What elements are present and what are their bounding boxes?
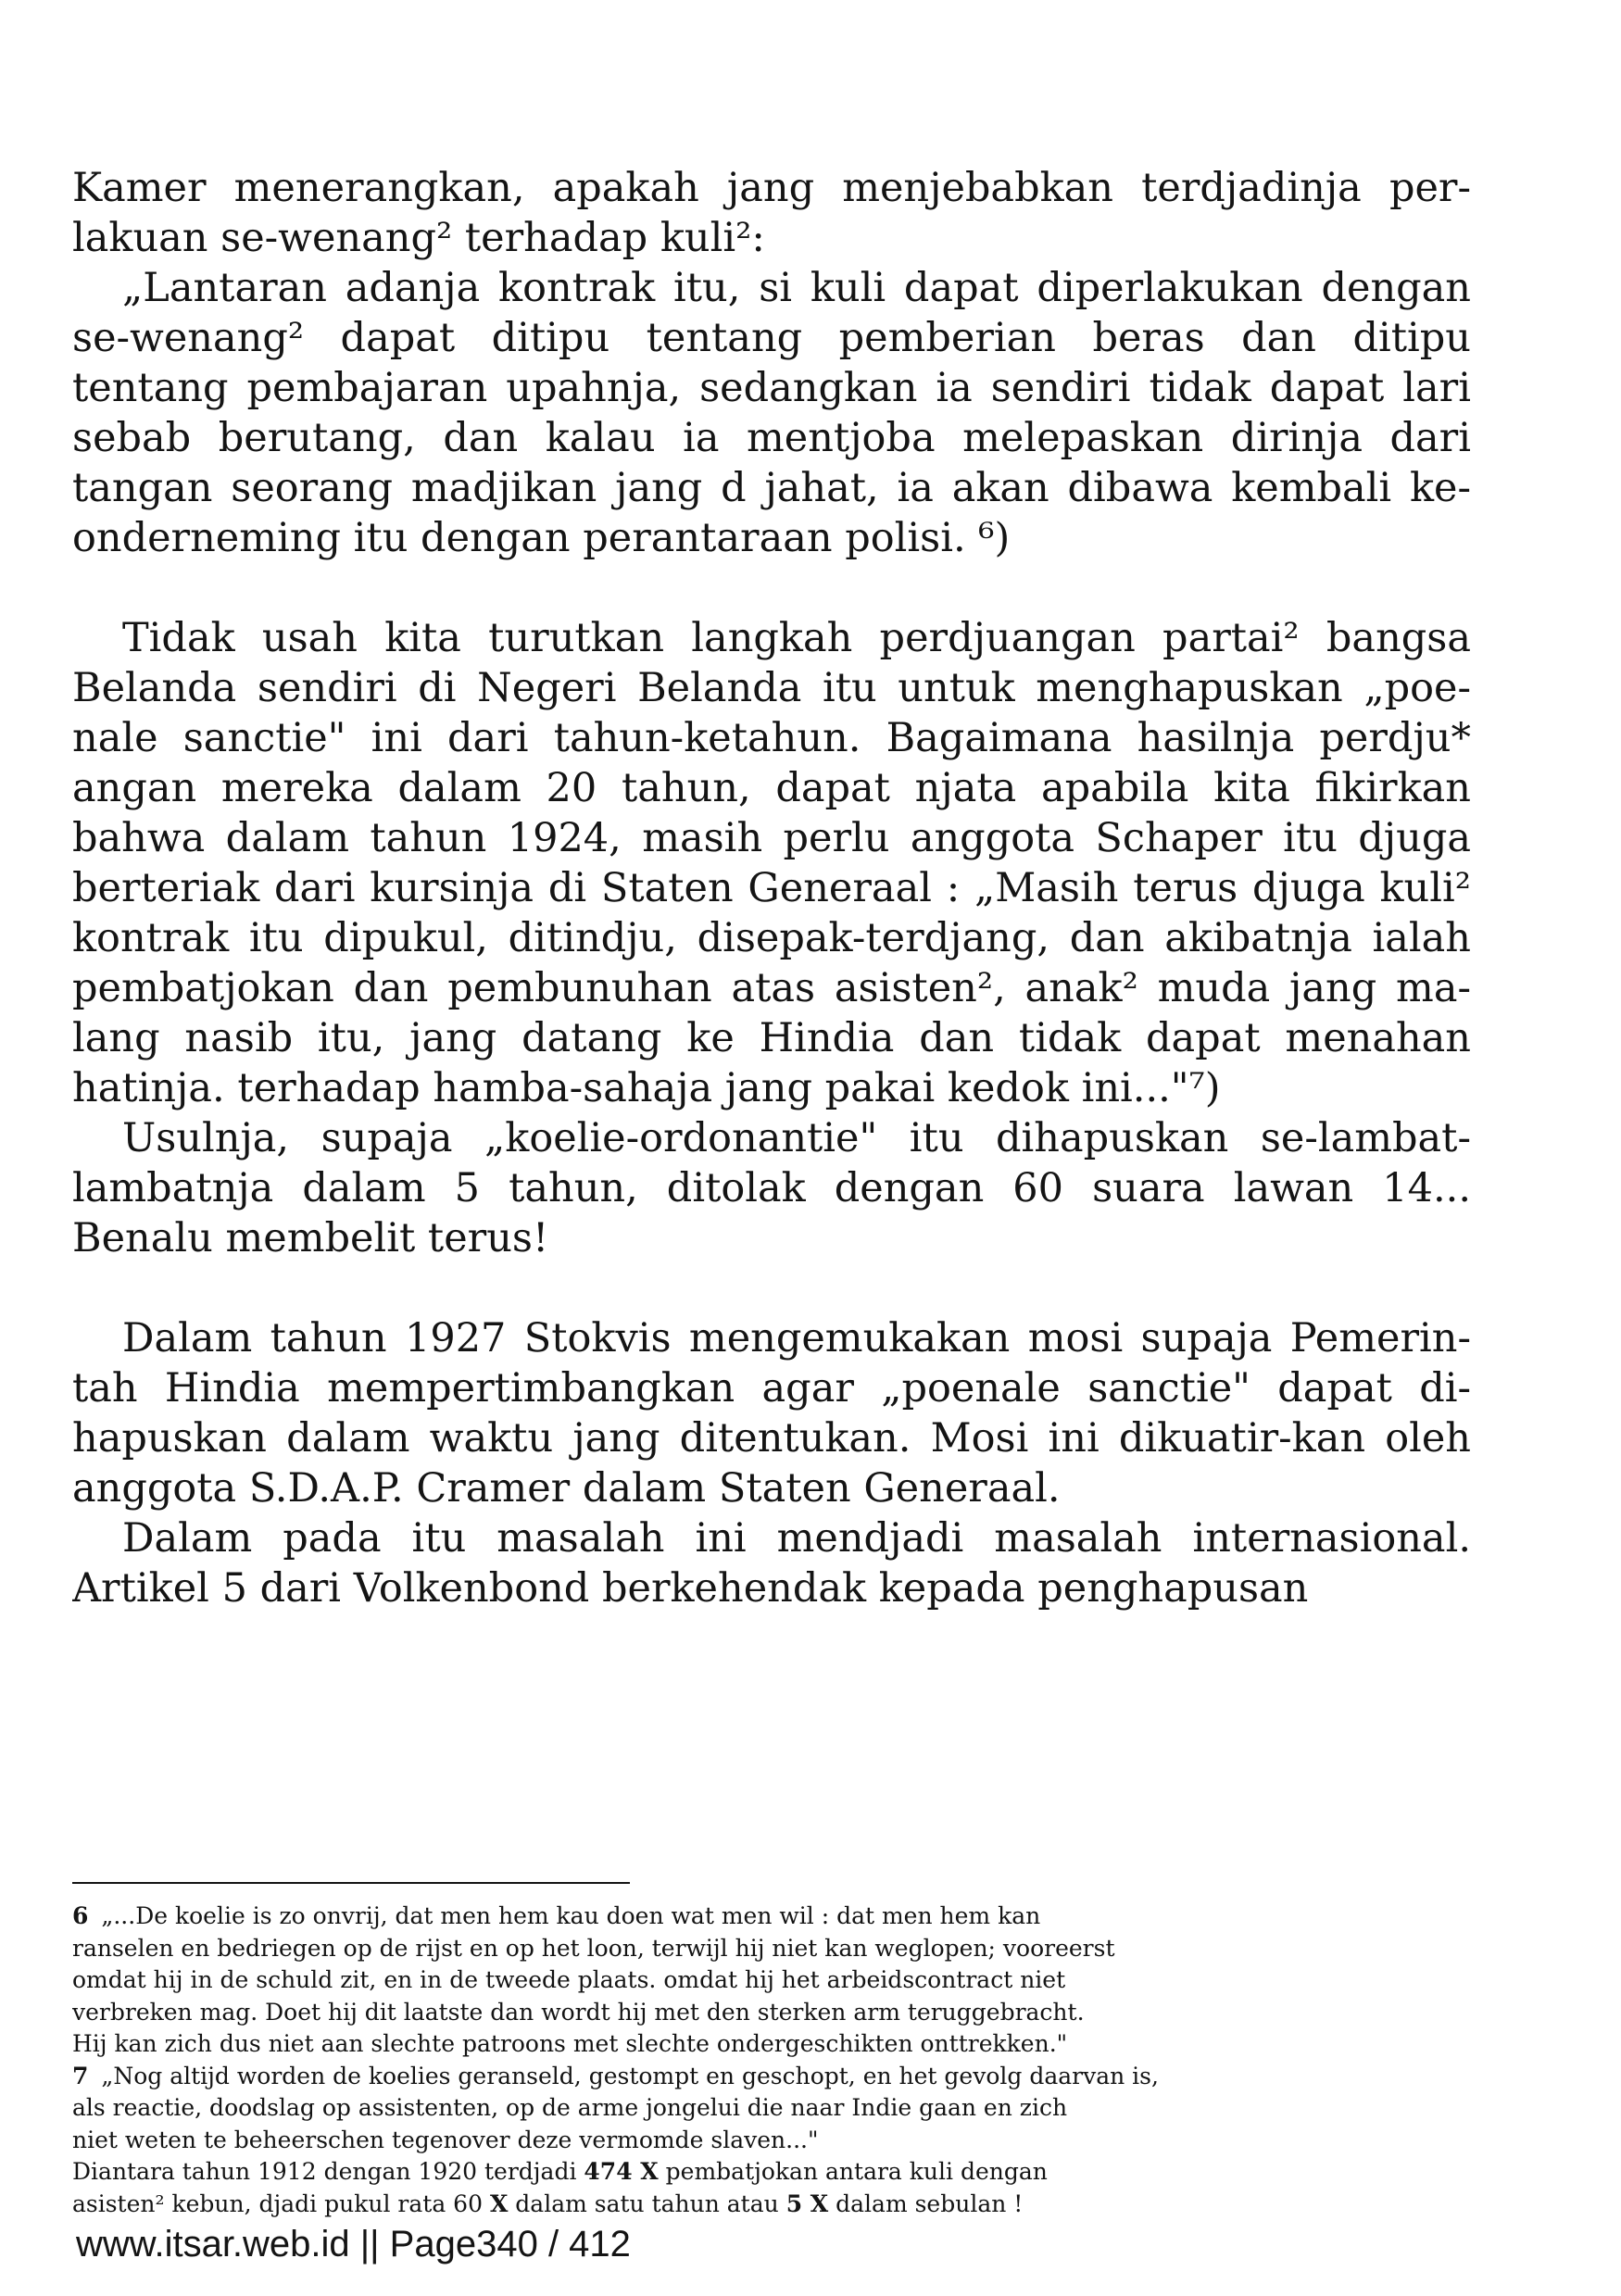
footnote-line: omdat hij in de schuld zit, en in de tweede plaats. omdat hij het arbeidscontract niet — [72, 1966, 1066, 1993]
body-line: se-wenang² dapat ditipu tentang pemberian beras dan ditipu — [72, 315, 1471, 361]
body-line: angan mereka dalam 20 tahun, dapat njata apabila kita fikirkan — [72, 765, 1471, 811]
body-line: kontrak itu dipukul, ditindju, disepak-terdjang, dan akibatnja ialah — [72, 915, 1471, 961]
body-line: anggota S.D.A.P. Cramer dalam Staten Generaal. — [72, 1465, 1061, 1512]
body-line: Kamer menerangkan, apakah jang menjebabkan terdjadinja per- — [72, 165, 1471, 211]
footnote-6 — [72, 1901, 1267, 2061]
footnote-line: 6 „...De koelie is zo onvrij, dat men hem kau doen wat men wil : dat men hem kan — [72, 1902, 1041, 1929]
body-line: hapuskan dalam waktu jang ditentukan. Mosi ini dikuatir-kan oleh — [72, 1415, 1471, 1462]
body-line: Tidak usah kita turutkan langkah perdjuangan partai² bangsa — [122, 615, 1471, 661]
body-line: Belanda sendiri di Negeri Belanda itu untuk menghapuskan „poe- — [72, 665, 1471, 711]
body-line: hatinja. terhadap hamba-sahaja jang pakai kedok ini..."⁷) — [72, 1065, 1221, 1111]
footnote-line: 7 „Nog altijd worden de koelies geranseld, gestompt en geschopt, en het gevolg daarvan is, — [72, 2062, 1159, 2089]
body-text — [72, 163, 1471, 1613]
body-line: lakuan se-wenang² terhadap kuli²: — [72, 215, 765, 261]
body-line: Usulnja, supaja „koelie-ordonantie" itu dihapuskan se-lambat- — [122, 1115, 1471, 1161]
footnote-line: als reactie, doodslag op assistenten, op de arme jongelui die naar Indie gaan en zich — [72, 2094, 1068, 2121]
body-line: bahwa dalam tahun 1924, masih perlu anggota Schaper itu djuga — [72, 815, 1471, 861]
footnotes — [72, 1901, 1267, 2220]
body-line: nale sanctie" ini dari tahun-ketahun. Bagaimana hasilnja perdju* — [72, 715, 1471, 761]
body-line: „Lantaran adanja kontrak itu, si kuli dapat diperlakukan dengan — [122, 265, 1471, 311]
footnote-number: 7 — [72, 2062, 89, 2089]
footnote-line: Hij kan zich dus niet aan slechte patroons met slechte ondergeschikten onttrekken." — [72, 2030, 1068, 2057]
body-line: Artikel 5 dari Volkenbond berkehendak kepada penghapusan — [72, 1565, 1309, 1612]
body-line: pembatjokan dan pembunuhan atas asisten², anak² muda jang ma- — [72, 965, 1471, 1011]
footnote-number: 6 — [72, 1902, 89, 1929]
body-line: onderneming itu dengan perantaraan polisi. ⁶) — [72, 515, 1011, 561]
body-line: sebab berutang, dan kalau ia mentjoba melepaskan dirinja dari — [72, 415, 1471, 461]
body-line: lang nasib itu, jang datang ke Hindia dan tidak dapat menahan — [72, 1015, 1471, 1061]
paragraph-gap — [72, 1263, 1471, 1313]
body-line: tangan seorang madjikan jang d jahat, ia akan dibawa kembali ke- — [72, 465, 1471, 511]
body-line: Dalam tahun 1927 Stokvis mengemukakan mosi supaja Pemerin- — [122, 1315, 1471, 1361]
body-line: tah Hindia mempertimbangkan agar „poenale sanctie" dapat di- — [72, 1365, 1471, 1411]
footnote-line: niet weten te beheerschen tegenover deze vermomde slaven..." — [72, 2126, 819, 2153]
footnote-line: verbreken mag. Doet hij dit laatste dan wordt hij met den sterken arm teruggebracht. — [72, 1998, 1085, 2026]
page-footer: www.itsar.web.id || Page340 / 412 — [76, 2224, 631, 2265]
body-line: lambatnja dalam 5 tahun, ditolak dengan 60 suara lawan 14... — [72, 1165, 1471, 1211]
body-line: tentang pembajaran upahnja, sedangkan ia sendiri tidak dapat lari — [72, 365, 1471, 411]
footnote-stat-line: Diantara tahun 1912 dengan 1920 terdjadi 474 X pembatjokan antara kuli dengan — [72, 2158, 1048, 2185]
footnote-stat-line: asisten² kebun, djadi pukul rata 60 X dalam satu tahun atau 5 X dalam sebulan ! — [72, 2189, 1024, 2217]
body-line: berteriak dari kursinja di Staten Generaal : „Masih terus djuga kuli² — [72, 865, 1471, 911]
footnote-7 — [72, 2061, 1267, 2221]
body-line: Benalu membelit terus! — [72, 1215, 549, 1261]
footnote-line: ranselen en bedriegen op de rijst en op het loon, terwijl hij niet kan weglopen; vooreerst — [72, 1934, 1115, 1962]
paragraph-gap — [72, 563, 1471, 613]
body-line: Dalam pada itu masalah ini mendjadi masalah internasional. — [122, 1515, 1471, 1562]
footnote-separator — [72, 1882, 630, 1884]
